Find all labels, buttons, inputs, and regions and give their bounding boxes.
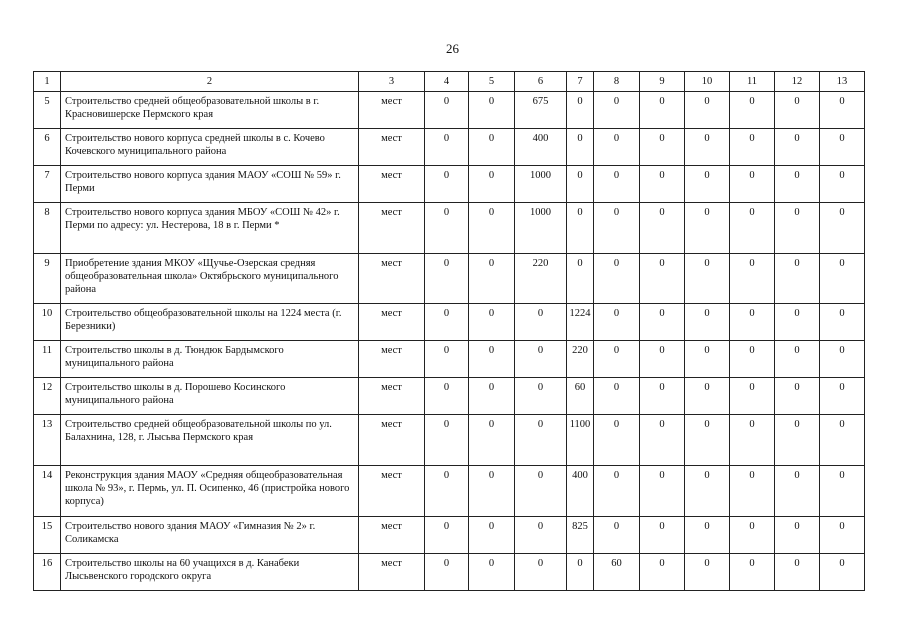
project-name-cell: Строительство средней общеобразовательной школы по ул. Балахнина, 128, г. Лысьва Пермского края <box>61 415 359 466</box>
project-name-cell: Строительство средней общеобразовательной школы в г. Красновишерске Пермского края <box>61 92 359 129</box>
column-number-header: 2 <box>61 72 359 92</box>
table-row <box>34 129 865 166</box>
value-cell: 0 <box>820 254 865 304</box>
column-number-header: 8 <box>594 72 640 92</box>
column-number-header: 13 <box>820 72 865 92</box>
value-cell: 0 <box>775 341 820 378</box>
value-cell: 0 <box>685 415 730 466</box>
value-cell: 0 <box>640 378 685 415</box>
value-cell: 0 <box>685 304 730 341</box>
value-cell: 0 <box>640 341 685 378</box>
value-cell: 825 <box>567 517 594 554</box>
value-cell: 0 <box>594 254 640 304</box>
project-name-cell: Строительство общеобразовательной школы на 1224 места (г. Березники) <box>61 304 359 341</box>
table-row <box>34 466 865 517</box>
project-name-cell: Приобретение здания МКОУ «Щучье-Озерская средняя общеобразовательная школа» Октябрьского муниципального района <box>61 254 359 304</box>
value-cell: 0 <box>730 92 775 129</box>
value-cell: 0 <box>425 129 469 166</box>
value-cell: 0 <box>469 415 515 466</box>
value-cell: 0 <box>567 254 594 304</box>
value-cell: 0 <box>775 415 820 466</box>
value-cell: 1100 <box>567 415 594 466</box>
value-cell: 0 <box>775 92 820 129</box>
value-cell: 0 <box>594 378 640 415</box>
value-cell: 0 <box>515 304 567 341</box>
value-cell: 0 <box>820 304 865 341</box>
value-cell: 0 <box>594 341 640 378</box>
value-cell: 0 <box>515 341 567 378</box>
value-cell: 0 <box>685 517 730 554</box>
value-cell: 0 <box>820 466 865 517</box>
value-cell: 0 <box>567 554 594 591</box>
value-cell: 0 <box>594 129 640 166</box>
table-row <box>34 92 865 129</box>
table-row <box>34 166 865 203</box>
row-number-cell: 14 <box>34 466 61 517</box>
value-cell: 0 <box>515 378 567 415</box>
value-cell: 0 <box>594 415 640 466</box>
value-cell: 0 <box>425 166 469 203</box>
value-cell: 0 <box>775 129 820 166</box>
value-cell: 0 <box>425 304 469 341</box>
row-number-cell: 8 <box>34 203 61 254</box>
value-cell: 0 <box>775 203 820 254</box>
value-cell: 0 <box>730 517 775 554</box>
value-cell: 400 <box>567 466 594 517</box>
value-cell: 0 <box>730 415 775 466</box>
value-cell: 0 <box>730 466 775 517</box>
value-cell: 0 <box>685 378 730 415</box>
value-cell: 0 <box>594 304 640 341</box>
value-cell: 0 <box>730 166 775 203</box>
value-cell: 60 <box>594 554 640 591</box>
value-cell: 0 <box>730 304 775 341</box>
value-cell: 1224 <box>567 304 594 341</box>
column-number-header: 11 <box>730 72 775 92</box>
value-cell: 0 <box>820 92 865 129</box>
value-cell: 0 <box>640 554 685 591</box>
row-number-cell: 16 <box>34 554 61 591</box>
value-cell: 0 <box>515 517 567 554</box>
row-number-cell: 7 <box>34 166 61 203</box>
value-cell: 0 <box>730 129 775 166</box>
unit-cell: мест <box>359 466 425 517</box>
value-cell: 0 <box>594 466 640 517</box>
value-cell: 0 <box>685 254 730 304</box>
unit-cell: мест <box>359 517 425 554</box>
value-cell: 0 <box>469 554 515 591</box>
row-number-cell: 10 <box>34 304 61 341</box>
value-cell: 0 <box>730 554 775 591</box>
value-cell: 0 <box>685 554 730 591</box>
unit-cell: мест <box>359 378 425 415</box>
unit-cell: мест <box>359 203 425 254</box>
value-cell: 0 <box>775 166 820 203</box>
unit-cell: мест <box>359 166 425 203</box>
value-cell: 0 <box>730 203 775 254</box>
value-cell: 0 <box>775 466 820 517</box>
project-name-cell: Строительство школы в д. Тюндюк Бардымского муниципального района <box>61 341 359 378</box>
unit-cell: мест <box>359 92 425 129</box>
value-cell: 0 <box>425 341 469 378</box>
table-row <box>34 203 865 254</box>
value-cell: 0 <box>515 466 567 517</box>
value-cell: 0 <box>469 341 515 378</box>
value-cell: 0 <box>820 378 865 415</box>
value-cell: 0 <box>820 517 865 554</box>
value-cell: 0 <box>685 466 730 517</box>
header-row <box>34 72 865 92</box>
table-row <box>34 254 865 304</box>
value-cell: 0 <box>775 304 820 341</box>
value-cell: 0 <box>820 554 865 591</box>
value-cell: 220 <box>515 254 567 304</box>
value-cell: 0 <box>425 517 469 554</box>
value-cell: 0 <box>515 554 567 591</box>
row-number-cell: 15 <box>34 517 61 554</box>
value-cell: 0 <box>425 466 469 517</box>
column-number-header: 6 <box>515 72 567 92</box>
value-cell: 0 <box>730 378 775 415</box>
row-number-cell: 5 <box>34 92 61 129</box>
value-cell: 0 <box>469 378 515 415</box>
value-cell: 1000 <box>515 203 567 254</box>
table-row <box>34 378 865 415</box>
value-cell: 0 <box>469 166 515 203</box>
value-cell: 0 <box>567 92 594 129</box>
row-number-cell: 11 <box>34 341 61 378</box>
value-cell: 0 <box>469 129 515 166</box>
value-cell: 0 <box>567 129 594 166</box>
value-cell: 0 <box>469 304 515 341</box>
column-number-header: 9 <box>640 72 685 92</box>
value-cell: 0 <box>425 203 469 254</box>
row-number-cell: 13 <box>34 415 61 466</box>
value-cell: 0 <box>640 129 685 166</box>
project-name-cell: Строительство нового здания МАОУ «Гимназия № 2» г. Соликамска <box>61 517 359 554</box>
value-cell: 0 <box>820 129 865 166</box>
value-cell: 0 <box>820 415 865 466</box>
project-name-cell: Строительство школы в д. Порошево Косинского муниципального района <box>61 378 359 415</box>
value-cell: 0 <box>469 466 515 517</box>
value-cell: 0 <box>640 466 685 517</box>
project-name-cell: Строительство нового корпуса здания МАОУ «СОШ № 59» г. Перми <box>61 166 359 203</box>
value-cell: 0 <box>640 254 685 304</box>
column-number-header: 10 <box>685 72 730 92</box>
value-cell: 0 <box>425 254 469 304</box>
value-cell: 0 <box>730 341 775 378</box>
table-row <box>34 304 865 341</box>
value-cell: 0 <box>594 166 640 203</box>
project-name-cell: Строительство нового корпуса здания МБОУ «СОШ № 42» г. Перми по адресу: ул. Нестерова, 18 в г. Перми * <box>61 203 359 254</box>
project-name-cell: Строительство нового корпуса средней школы в с. Кочево Кочевского муниципального района <box>61 129 359 166</box>
unit-cell: мест <box>359 129 425 166</box>
project-name-cell: Реконструкция здания МАОУ «Средняя общеобразовательная школа № 93», г. Пермь, ул. П. Осипенко, 46 (пристройка нового корпуса) <box>61 466 359 517</box>
page-number: 26 <box>446 41 459 56</box>
value-cell: 0 <box>469 92 515 129</box>
column-number-header: 1 <box>34 72 61 92</box>
unit-cell: мест <box>359 254 425 304</box>
project-name-cell: Строительство школы на 60 учащихся в д. Канабеки Лысьвенского городского округа <box>61 554 359 591</box>
value-cell: 0 <box>775 254 820 304</box>
unit-cell: мест <box>359 341 425 378</box>
value-cell: 0 <box>820 203 865 254</box>
value-cell: 0 <box>820 166 865 203</box>
value-cell: 0 <box>640 415 685 466</box>
value-cell: 0 <box>594 92 640 129</box>
value-cell: 0 <box>640 203 685 254</box>
value-cell: 0 <box>640 166 685 203</box>
table-row <box>34 415 865 466</box>
value-cell: 0 <box>469 203 515 254</box>
value-cell: 0 <box>685 341 730 378</box>
table-row <box>34 341 865 378</box>
value-cell: 0 <box>425 554 469 591</box>
column-number-header: 7 <box>567 72 594 92</box>
table-row <box>34 554 865 591</box>
value-cell: 220 <box>567 341 594 378</box>
row-number-cell: 9 <box>34 254 61 304</box>
value-cell: 0 <box>594 203 640 254</box>
value-cell: 0 <box>685 203 730 254</box>
value-cell: 0 <box>775 554 820 591</box>
value-cell: 0 <box>567 166 594 203</box>
value-cell: 400 <box>515 129 567 166</box>
value-cell: 0 <box>685 166 730 203</box>
unit-cell: мест <box>359 554 425 591</box>
value-cell: 0 <box>425 92 469 129</box>
data-table <box>33 71 865 591</box>
column-number-header: 4 <box>425 72 469 92</box>
value-cell: 0 <box>425 415 469 466</box>
value-cell: 0 <box>594 517 640 554</box>
value-cell: 0 <box>469 517 515 554</box>
value-cell: 0 <box>685 129 730 166</box>
row-number-cell: 6 <box>34 129 61 166</box>
value-cell: 0 <box>469 254 515 304</box>
row-number-cell: 12 <box>34 378 61 415</box>
value-cell: 0 <box>730 254 775 304</box>
unit-cell: мест <box>359 304 425 341</box>
value-cell: 0 <box>425 378 469 415</box>
column-number-header: 3 <box>359 72 425 92</box>
value-cell: 60 <box>567 378 594 415</box>
column-number-header: 5 <box>469 72 515 92</box>
value-cell: 675 <box>515 92 567 129</box>
unit-cell: мест <box>359 415 425 466</box>
value-cell: 0 <box>567 203 594 254</box>
table-row <box>34 517 865 554</box>
value-cell: 0 <box>640 92 685 129</box>
value-cell: 0 <box>640 304 685 341</box>
value-cell: 0 <box>685 92 730 129</box>
column-number-header: 12 <box>775 72 820 92</box>
value-cell: 1000 <box>515 166 567 203</box>
value-cell: 0 <box>775 378 820 415</box>
value-cell: 0 <box>515 415 567 466</box>
value-cell: 0 <box>775 517 820 554</box>
value-cell: 0 <box>820 341 865 378</box>
value-cell: 0 <box>640 517 685 554</box>
